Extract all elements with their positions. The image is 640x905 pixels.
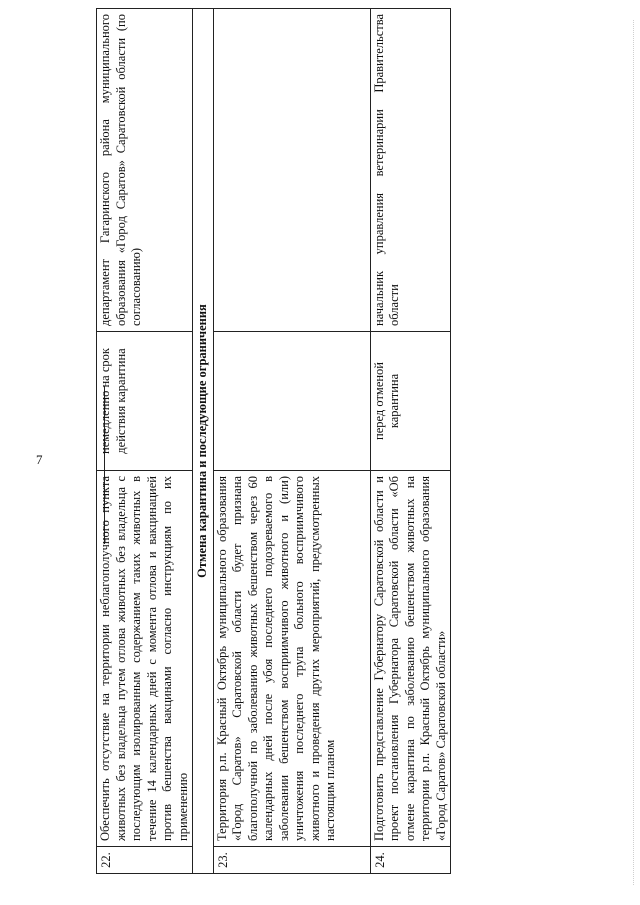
term-text: немедленно на срок действия карантина	[97, 332, 193, 471]
measure-text: Подготовить представление Губернатору Саратовской области и проект постановления Губернатора Саратовской области «Об отмене карантина по заболеванию бешенством животных на территории р.п. Красный Октябрь муниципального образования «Город Саратов» Саратовской области»	[370, 471, 451, 847]
measures-table	[96, 9, 451, 874]
responsible-text	[213, 9, 370, 332]
row-number: 23.	[213, 847, 370, 874]
page-number: 7	[36, 452, 43, 467]
table-row	[97, 9, 193, 874]
section-header-row	[193, 9, 214, 874]
row-number: 22.	[97, 847, 193, 874]
section-title: Отмена карантина и последующие ограничения	[193, 9, 214, 874]
responsible-text: начальник управления ветеринарии Правительства области	[370, 9, 451, 332]
measure-text: Обеспечить отсутствие на территории неблагополучного пункта животных без владельца путем отлова животных без владельца с последующим изолированным содержанием таких животных в течение 14 календарных дней с момента отлова и вакцинацией против бешенства вакцинами согласно инструкциям по их применению	[97, 471, 193, 847]
term-text: перед отменой карантина	[370, 332, 451, 471]
row-number: 24.	[370, 847, 451, 874]
table-row	[370, 9, 451, 874]
table-row	[213, 9, 370, 874]
measure-text: Территория р.п. Красный Октябрь муниципального образования «Город Саратов» Саратовской области будет признана благополучной по заболеванию животных бешенством через 60 календарных дней после убоя последнего подозреваемого в заболевании бешенством восприимчивого животного и (или) уничтожения последнего трупа больного восприимчивого животного и проведения других мероприятий, предусмотренных настоящим планом	[213, 471, 370, 847]
responsible-text: департамент Гагаринского района муниципального образования «Город Саратов» Саратовской области (по согласованию)	[97, 9, 193, 332]
term-text	[213, 332, 370, 471]
